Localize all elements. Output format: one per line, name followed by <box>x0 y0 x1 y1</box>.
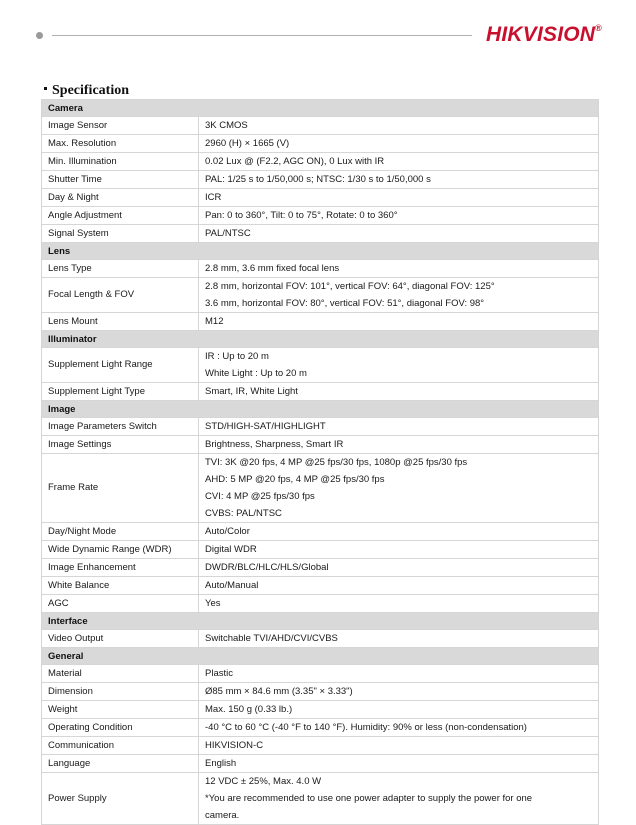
spec-value <box>199 665 599 683</box>
spec-row <box>42 117 599 135</box>
spec-value-line: Digital WDR <box>205 544 257 555</box>
spec-label: Image Parameters Switch <box>42 418 199 436</box>
spec-value <box>199 171 599 189</box>
spec-value-line: 2960 (H) × 1665 (V) <box>205 138 290 149</box>
spec-value-line: CVBS: PAL/NTSC <box>205 508 282 519</box>
spec-row <box>42 171 599 189</box>
category-header: Interface <box>42 613 599 630</box>
spec-value-line: Auto/Color <box>205 526 250 537</box>
category-header: General <box>42 648 599 665</box>
spec-value <box>199 683 599 701</box>
spec-value <box>199 153 599 171</box>
spec-value-line: Switchable TVI/AHD/CVI/CVBS <box>205 633 338 644</box>
spec-value-line: 12 VDC ± 25%, Max. 4.0 W <box>205 776 322 787</box>
spec-label: Image Settings <box>42 436 199 454</box>
spec-label: Day & Night <box>42 189 199 207</box>
category-header: Lens <box>42 243 599 260</box>
spec-value <box>199 595 599 613</box>
page-title-text: Specification <box>52 83 129 98</box>
spec-value <box>199 436 599 454</box>
spec-row <box>42 454 599 523</box>
category-row <box>42 100 599 117</box>
spec-label: Angle Adjustment <box>42 207 199 225</box>
spec-row <box>42 383 599 401</box>
spec-value <box>199 383 599 401</box>
spec-label: Weight <box>42 701 199 719</box>
page-title <box>44 83 129 99</box>
spec-label: Material <box>42 665 199 683</box>
spec-value-line: 3K CMOS <box>205 120 248 131</box>
spec-row <box>42 541 599 559</box>
category-header: Camera <box>42 100 599 117</box>
title-bullet-icon <box>44 87 47 90</box>
spec-row <box>42 755 599 773</box>
spec-value-line: CVI: 4 MP @25 fps/30 fps <box>205 491 315 502</box>
spec-row <box>42 683 599 701</box>
spec-row <box>42 153 599 171</box>
spec-row <box>42 418 599 436</box>
spec-value-line: White Light : Up to 20 m <box>205 368 307 379</box>
spec-value-line: Yes <box>205 598 221 609</box>
spec-label: Video Output <box>42 630 199 648</box>
spec-label: AGC <box>42 595 199 613</box>
spec-row <box>42 313 599 331</box>
spec-label: Language <box>42 755 199 773</box>
spec-label: Image Sensor <box>42 117 199 135</box>
spec-value <box>199 755 599 773</box>
spec-row <box>42 577 599 595</box>
spec-row <box>42 436 599 454</box>
spec-value-line: camera. <box>205 810 240 821</box>
spec-row <box>42 737 599 755</box>
spec-value-line: English <box>205 758 237 769</box>
spec-value-line: Pan: 0 to 360°, Tilt: 0 to 75°, Rotate: 0 to 360° <box>205 210 398 221</box>
spec-label: Wide Dynamic Range (WDR) <box>42 541 199 559</box>
spec-label: Operating Condition <box>42 719 199 737</box>
spec-label: Lens Mount <box>42 313 199 331</box>
spec-value-line: Ø85 mm × 84.6 mm (3.35" × 3.33") <box>205 686 353 697</box>
spec-row <box>42 225 599 243</box>
spec-label: Supplement Light Range <box>42 348 199 383</box>
spec-value-line: -40 °C to 60 °C (-40 °F to 140 °F). Humidity: 90% or less (non-condensation) <box>205 722 527 733</box>
spec-value-line: Auto/Manual <box>205 580 259 591</box>
category-row <box>42 613 599 630</box>
specification-table-body <box>42 100 599 825</box>
spec-row <box>42 523 599 541</box>
category-row <box>42 331 599 348</box>
spec-label: Signal System <box>42 225 199 243</box>
spec-value-line: IR : Up to 20 m <box>205 351 269 362</box>
header-dot <box>36 32 43 39</box>
spec-value <box>199 225 599 243</box>
spec-value-line: 3.6 mm, horizontal FOV: 80°, vertical FOV: 51°, diagonal FOV: 98° <box>205 298 485 309</box>
spec-value <box>199 701 599 719</box>
spec-value <box>199 278 599 313</box>
spec-value-line: M12 <box>205 316 224 327</box>
spec-label: White Balance <box>42 577 199 595</box>
spec-value-line: *You are recommended to use one power adapter to supply the power for one <box>205 793 533 804</box>
spec-value-line: Max. 150 g (0.33 lb.) <box>205 704 293 715</box>
spec-label: Image Enhancement <box>42 559 199 577</box>
spec-row <box>42 665 599 683</box>
logo-text: HIKVISION <box>486 23 596 46</box>
spec-value-line: PAL/NTSC <box>205 228 251 239</box>
spec-value <box>199 559 599 577</box>
spec-row <box>42 559 599 577</box>
spec-value <box>199 207 599 225</box>
category-row <box>42 243 599 260</box>
header-divider <box>52 35 472 36</box>
spec-row <box>42 207 599 225</box>
spec-value-line: HIKVISION-C <box>205 740 264 751</box>
spec-row <box>42 260 599 278</box>
spec-label: Focal Length & FOV <box>42 278 199 313</box>
spec-value <box>199 117 599 135</box>
spec-value-line: DWDR/BLC/HLC/HLS/Global <box>205 562 329 573</box>
spec-value <box>199 541 599 559</box>
category-header: Illuminator <box>42 331 599 348</box>
spec-value-line: 2.8 mm, horizontal FOV: 101°, vertical FOV: 64°, diagonal FOV: 125° <box>205 281 495 292</box>
spec-row <box>42 595 599 613</box>
spec-value-line: PAL: 1/25 s to 1/50,000 s; NTSC: 1/30 s to 1/50,000 s <box>205 174 431 185</box>
spec-label: Dimension <box>42 683 199 701</box>
spec-label: Max. Resolution <box>42 135 199 153</box>
spec-value <box>199 418 599 436</box>
spec-value <box>199 630 599 648</box>
spec-value <box>199 348 599 383</box>
spec-row <box>42 630 599 648</box>
spec-value-line: Plastic <box>205 668 233 679</box>
spec-value <box>199 313 599 331</box>
spec-value <box>199 737 599 755</box>
spec-label: Day/Night Mode <box>42 523 199 541</box>
spec-label: Supplement Light Type <box>42 383 199 401</box>
spec-value-line: Brightness, Sharpness, Smart IR <box>205 439 344 450</box>
spec-value <box>199 454 599 523</box>
spec-value <box>199 523 599 541</box>
spec-row <box>42 278 599 313</box>
spec-value-line: 0.02 Lux @ (F2.2, AGC ON), 0 Lux with IR <box>205 156 385 167</box>
logo-registered-mark: ® <box>595 23 602 33</box>
spec-label: Shutter Time <box>42 171 199 189</box>
spec-value <box>199 135 599 153</box>
spec-row <box>42 773 599 825</box>
spec-value-line: 2.8 mm, 3.6 mm fixed focal lens <box>205 263 340 274</box>
spec-row <box>42 135 599 153</box>
category-header: Image <box>42 401 599 418</box>
spec-value <box>199 189 599 207</box>
specification-table <box>41 99 599 825</box>
category-row <box>42 648 599 665</box>
spec-label: Min. Illumination <box>42 153 199 171</box>
spec-row <box>42 719 599 737</box>
spec-value <box>199 773 599 825</box>
spec-value-line: TVI: 3K @20 fps, 4 MP @25 fps/30 fps, 1080p @25 fps/30 fps <box>205 457 468 468</box>
spec-value <box>199 577 599 595</box>
category-row <box>42 401 599 418</box>
spec-value <box>199 719 599 737</box>
spec-value-line: STD/HIGH-SAT/HIGHLIGHT <box>205 421 326 432</box>
spec-label: Frame Rate <box>42 454 199 523</box>
hikvision-logo <box>486 23 602 47</box>
spec-row <box>42 189 599 207</box>
spec-value <box>199 260 599 278</box>
spec-label: Lens Type <box>42 260 199 278</box>
spec-label: Power Supply <box>42 773 199 825</box>
spec-value-line: ICR <box>205 192 222 203</box>
spec-value-line: AHD: 5 MP @20 fps, 4 MP @25 fps/30 fps <box>205 474 385 485</box>
spec-value-line: Smart, IR, White Light <box>205 386 298 397</box>
spec-row <box>42 348 599 383</box>
spec-label: Communication <box>42 737 199 755</box>
spec-row <box>42 701 599 719</box>
